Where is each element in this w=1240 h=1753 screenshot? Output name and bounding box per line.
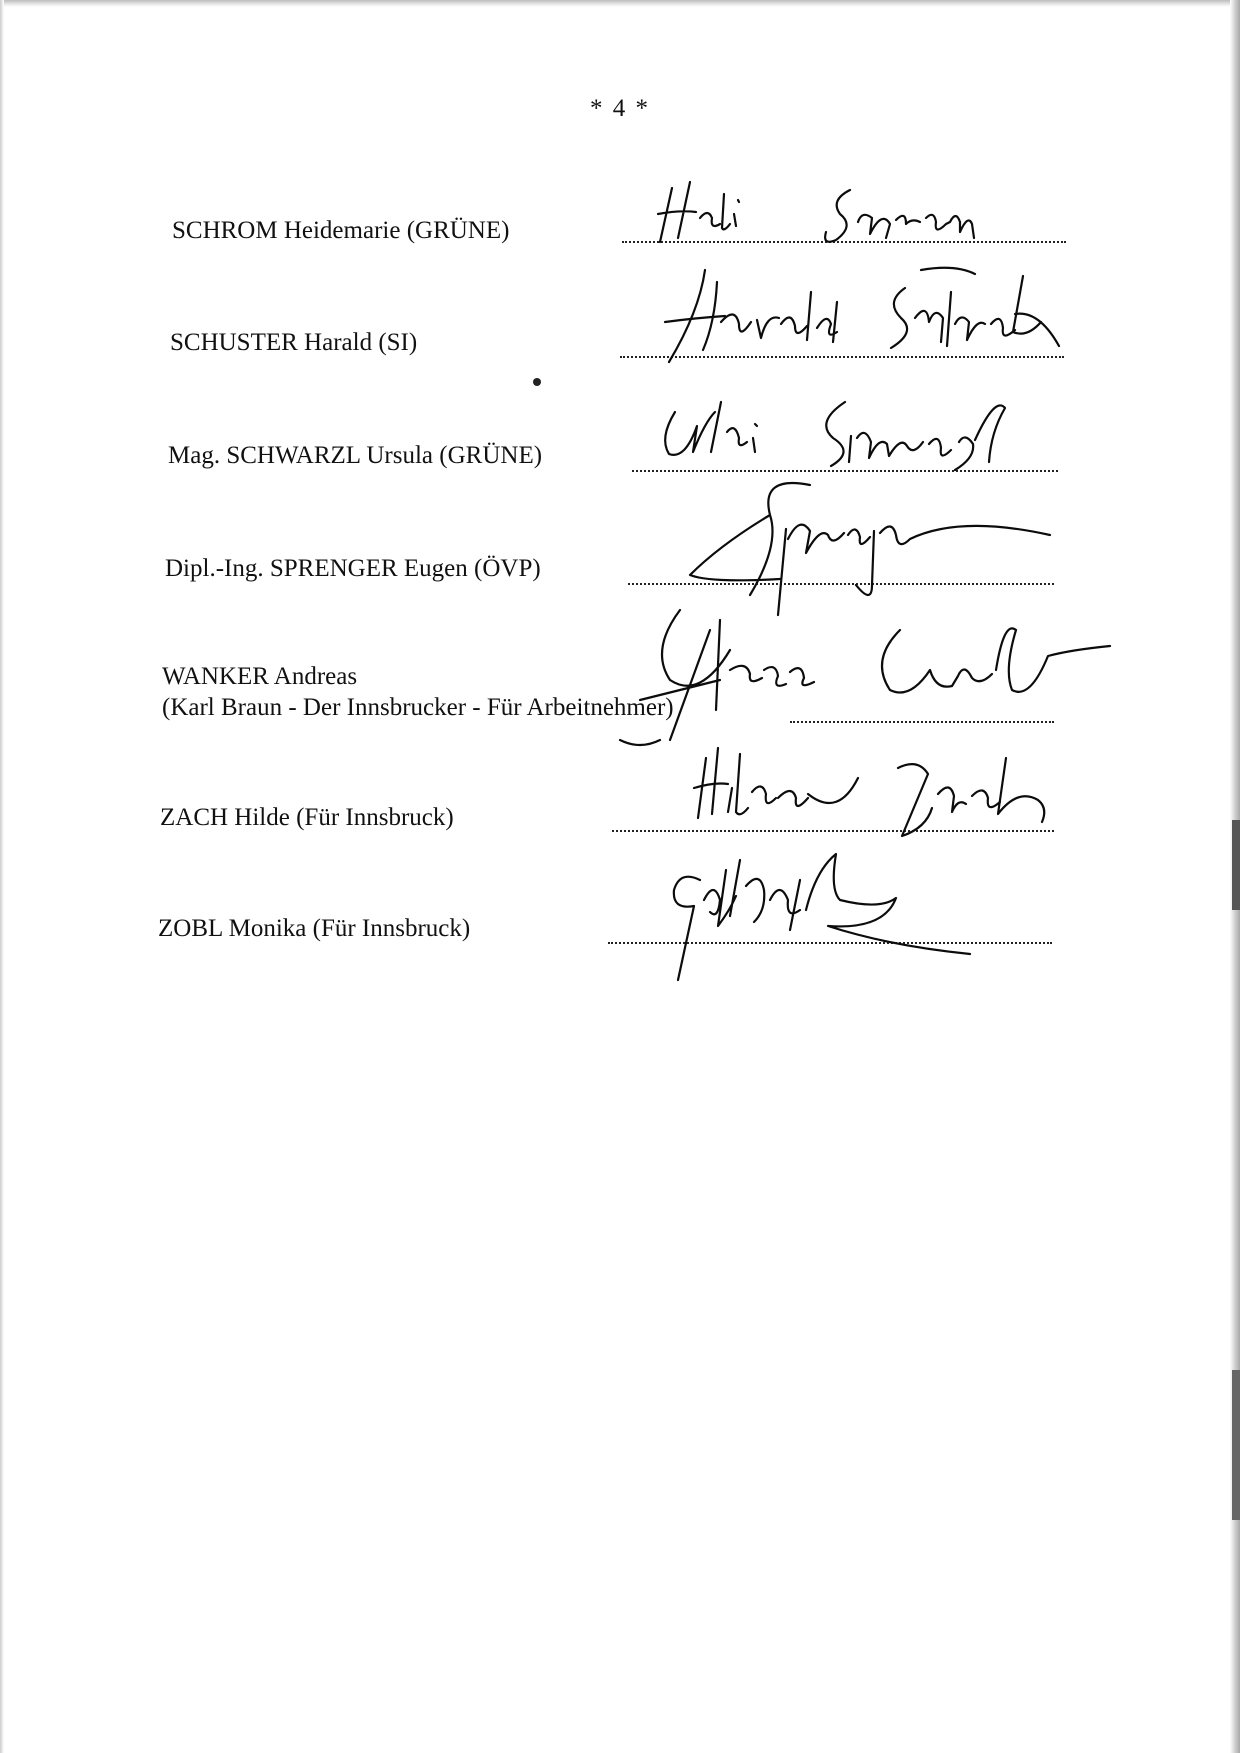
- signatory-name: Mag. SCHWARZL Ursula (GRÜNE): [168, 442, 543, 469]
- signatory-name: Dipl.-Ing. SPRENGER Eugen (ÖVP): [165, 555, 541, 582]
- signature-schwarzl: [655, 392, 1075, 472]
- scan-edge-top: [0, 0, 1240, 7]
- signatory-name: ZACH Hilde (Für Innsbruck): [160, 804, 454, 831]
- page-number: * 4 *: [590, 95, 650, 122]
- signature-zach: [688, 738, 1068, 848]
- signature-zobl: [660, 850, 990, 985]
- scan-edge-left: [0, 0, 4, 1753]
- signature-wanker: [600, 590, 1120, 760]
- signatory-name: SCHROM Heidemarie (GRÜNE): [172, 217, 510, 244]
- signatory-name-line2: (Karl Braun - Der Innsbrucker - Für Arbeitnehmer): [162, 694, 674, 721]
- signatory-name-line1: WANKER Andreas: [162, 663, 358, 690]
- scan-edge-right: [1230, 0, 1240, 1753]
- signature-schrom: [650, 180, 990, 250]
- signatory-name: ZOBL Monika (Für Innsbruck): [158, 915, 471, 942]
- scan-speck: [533, 378, 541, 386]
- signature-schuster: [655, 262, 1075, 372]
- signatory-name: SCHUSTER Harald (SI): [170, 329, 418, 356]
